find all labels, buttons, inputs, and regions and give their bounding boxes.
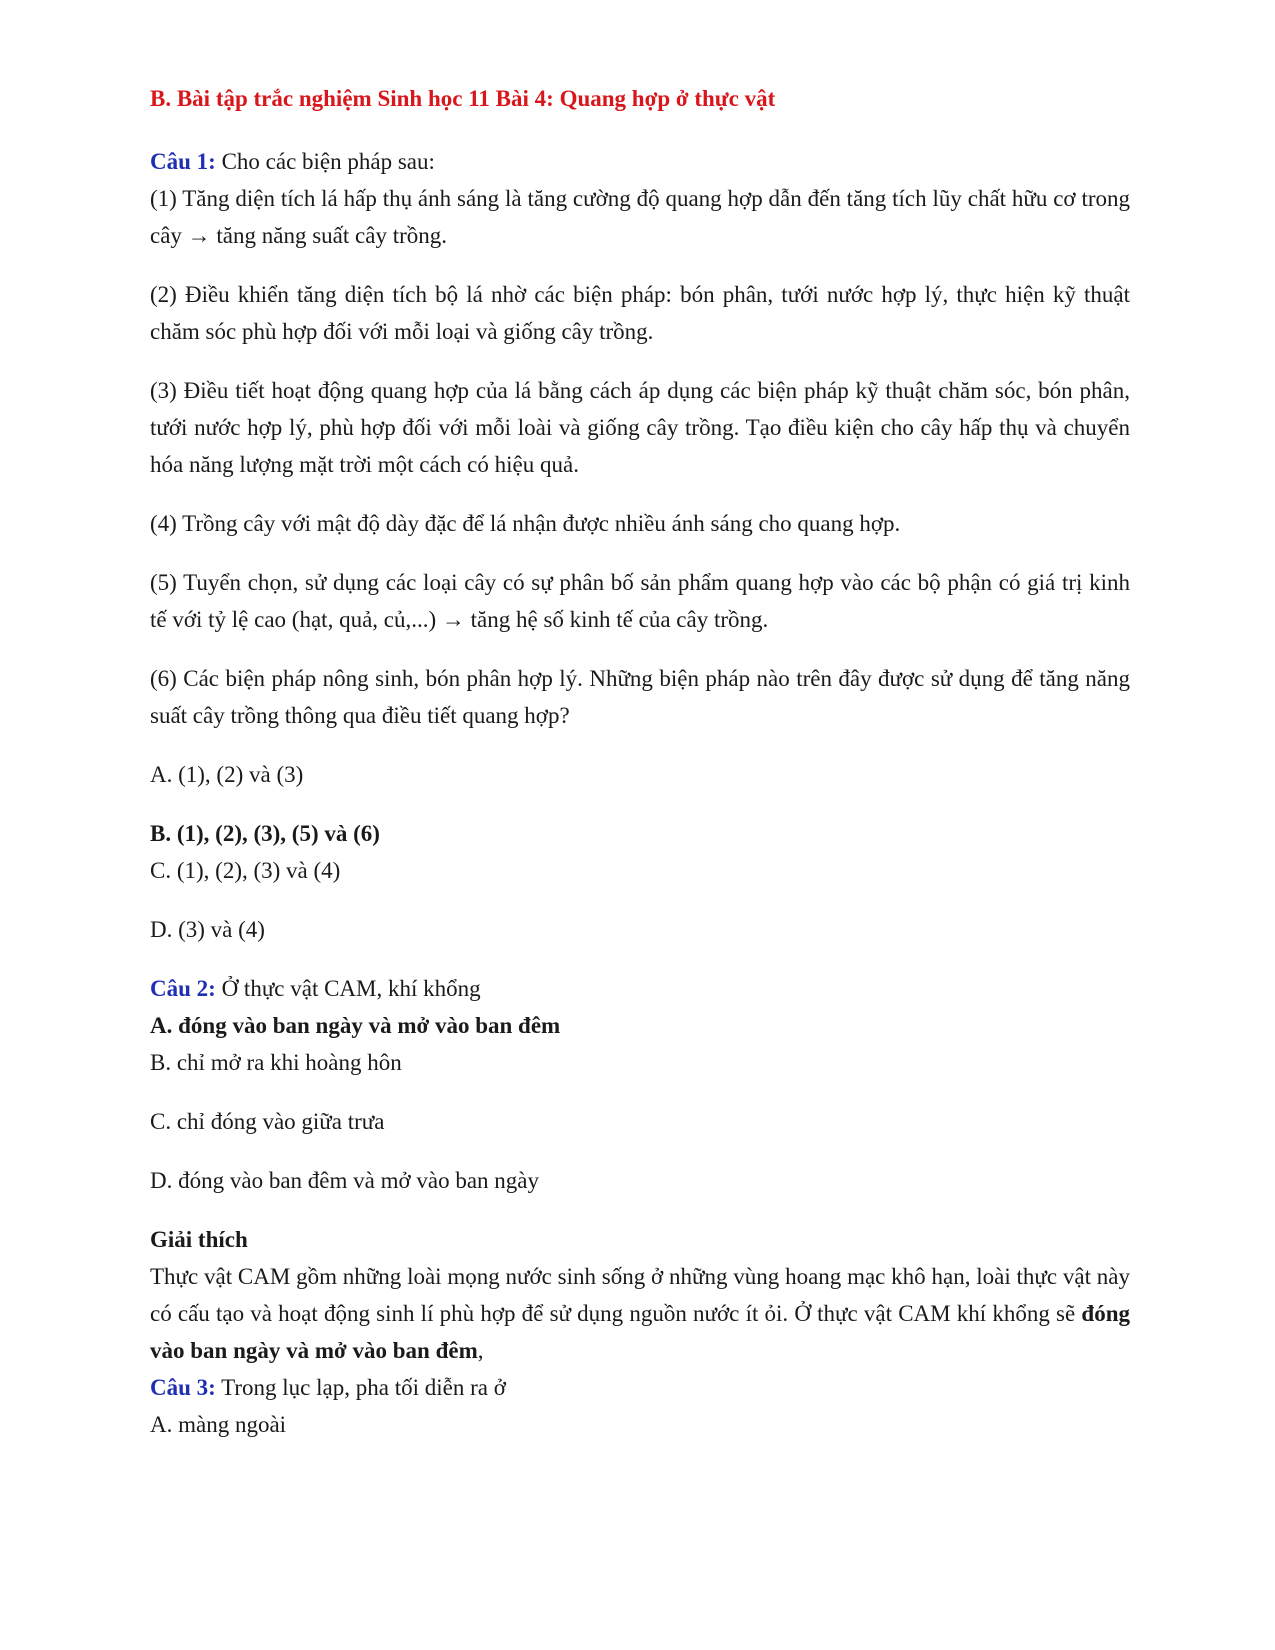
explanation-end: ,: [477, 1338, 484, 1363]
question-2-text: Ở thực vật CAM, khí khổng: [215, 976, 481, 1001]
question-3-label: Câu 3:: [150, 1375, 216, 1400]
question-3-option-a: [150, 1406, 1130, 1443]
question-1: [150, 143, 1130, 180]
question-1-stem: [150, 143, 1130, 180]
explanation-body: Thực vật CAM gồm những loài mọng nước sinh sống ở những vùng hoang mạc khô hạn, loài thực vật này có cấu tạo và hoạt động sinh lí phù hợp để sử dụng nguồn nước ít ỏi. Ở thực vật CAM khí khổng sẽ: [150, 1264, 1130, 1326]
question-1-text: Cho các biện pháp sau:: [215, 149, 435, 174]
question-1-item-3: [150, 372, 1130, 483]
question-1-option-d: [150, 911, 1130, 948]
option-c: C. (1), (2), (3) và (4): [150, 858, 341, 883]
explanation: [150, 1221, 1130, 1369]
question-1-option-a: [150, 756, 1130, 793]
option-a-answer: A. đóng vào ban ngày và mở vào ban đêm: [150, 1013, 561, 1038]
option-b: B. chỉ mở ra khi hoàng hôn: [150, 1050, 402, 1075]
option-a: A. màng ngoài: [150, 1412, 287, 1437]
question-2-option-d: [150, 1162, 1130, 1199]
question-3: [150, 1369, 1130, 1406]
statement-6: (6) Các biện pháp nông sinh, bón phân hợp lý. Những biện pháp nào trên đây được sử dụng để tăng năng suất cây trồng thông qua điều tiết quang hợp?: [150, 666, 1130, 728]
question-1-option-b: [150, 815, 1130, 852]
statement-3: (3) Điều tiết hoạt động quang hợp của lá bằng cách áp dụng các biện pháp kỹ thuật chăm sóc, bón phân, tưới nước hợp lý, phù hợp đối với mỗi loài và giống cây trồng. Tạo điều kiện cho cây hấp thụ và chuyển hóa năng lượng mặt trời một cách có hiệu quả.: [150, 378, 1130, 477]
option-b-answer: B. (1), (2), (3), (5) và (6): [150, 821, 380, 846]
statement-2: (2) Điều khiển tăng diện tích bộ lá nhờ các biện pháp: bón phân, tưới nước hợp lý, thực hiện kỹ thuật chăm sóc phù hợp đối với mỗi loại và giống cây trồng.: [150, 282, 1130, 344]
question-2-option-a: [150, 1007, 1130, 1044]
explanation-answer: đóng vào ban ngày và mở vào ban đêm: [150, 1301, 1130, 1363]
question-2-option-b: [150, 1044, 1130, 1081]
question-1-label: Câu 1:: [150, 149, 216, 174]
option-d: D. (3) và (4): [150, 917, 265, 942]
question-2-label: Câu 2:: [150, 976, 216, 1001]
explanation-title: Giải thích: [150, 1227, 248, 1252]
question-1-item-6: [150, 660, 1130, 734]
question-2-option-c: [150, 1103, 1130, 1140]
question-1-item-1: [150, 180, 1130, 254]
option-c: C. chỉ đóng vào giữa trưa: [150, 1109, 385, 1134]
question-3-stem: [150, 1369, 1130, 1406]
question-1-item-5: [150, 564, 1130, 638]
section-title: B. Bài tập trắc nghiệm Sinh học 11 Bài 4: Quang hợp ở thực vật: [150, 86, 776, 111]
statement-4: (4) Trồng cây với mật độ dày đặc để lá nhận được nhiều ánh sáng cho quang hợp.: [150, 511, 901, 536]
explanation-text: [150, 1258, 1130, 1369]
question-1-option-c: [150, 852, 1130, 889]
statement-1: (1) Tăng diện tích lá hấp thụ ánh sáng là tăng cường độ quang hợp dẫn đến tăng tích lũy chất hữu cơ trong cây → tăng năng suất cây trồng.: [150, 186, 1130, 248]
question-3-text: Trong lục lạp, pha tối diễn ra ở: [215, 1375, 506, 1400]
document-page: [150, 80, 1130, 1443]
statement-5: (5) Tuyển chọn, sử dụng các loại cây có sự phân bố sản phẩm quang hợp vào các bộ phận có giá trị kinh tế với tỷ lệ cao (hạt, quả, củ,...) → tăng hệ số kinh tế của cây trồng.: [150, 570, 1130, 632]
question-2: [150, 970, 1130, 1007]
question-1-item-2: [150, 276, 1130, 350]
question-2-stem: [150, 970, 1130, 1007]
option-d: D. đóng vào ban đêm và mở vào ban ngày: [150, 1168, 540, 1193]
question-1-item-4: [150, 505, 1130, 542]
option-a: A. (1), (2) và (3): [150, 762, 304, 787]
